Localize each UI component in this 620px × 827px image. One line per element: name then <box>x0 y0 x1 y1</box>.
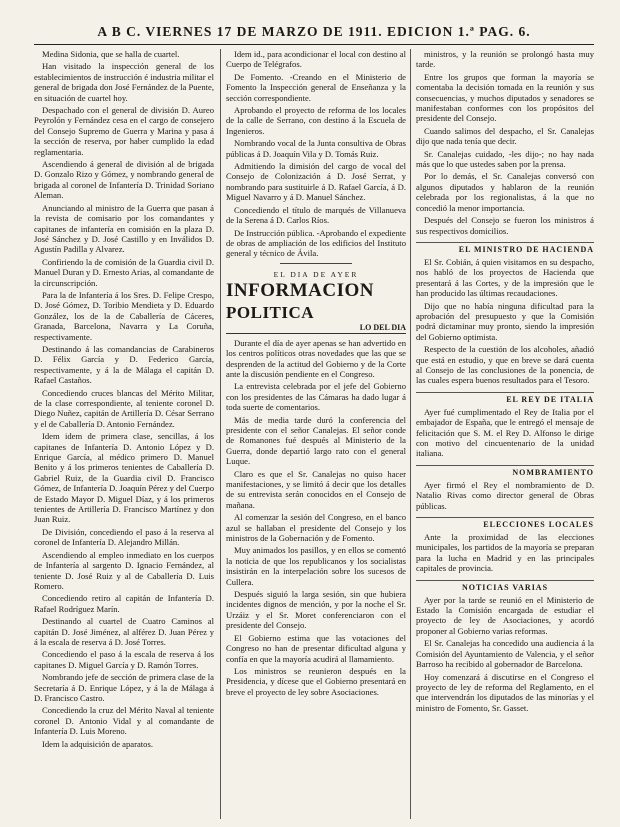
paragraph: Ascendiendo á general de división al de brigada D. Gonzalo Rizo y Gómez, y nombrando general de brigada al coronel de Infantería D. Trinidad Soriano Aleman. <box>34 159 214 201</box>
paragraph: De División, concediendo el paso á la reserva al coronel de Infantería D. Alejandro Millán. <box>34 526 214 548</box>
paragraph: Anunciando al ministro de la Guerra que pasan á la revista de comisario por los comandantes y capitanes de infantería en comisión en la plaza D. José Sánchez y D. José Castillo y en Inválidos D. Agustín Padilla y Alvarez. <box>34 202 214 255</box>
section-heading: NOMBRAMIENTO <box>416 465 594 477</box>
paragraph: Los ministros se reunieron después en la Presidencia, y dícese que el Gobierno presentará en breve el proyecto de ley sobre Asociaciones. <box>226 665 406 697</box>
paragraph: La entrevista celebrada por el jefe del Gobierno con los presidentes de las Cámaras ha dado lugar á toda suerte de comentarios. <box>226 381 406 413</box>
paragraph: De Fomento. -Creando en el Ministerio de Fomento la Inspección general de Enseñanza y la sección correspondiente. <box>226 71 406 103</box>
paragraph: Muy animados los pasillos, y en ellos se comentó la noticia de que los republicanos y los socialistas insistirán en la interpelación sobre los sucesos de Cullera. <box>226 545 406 587</box>
paragraph: Entre los grupos que forman la mayoría se comentaba la decisión tomada en la reunión y sus consecuencias, y muchos diputados y senadores se manifestaban conformes con los propósitos del presidente del Consejo. <box>416 71 594 124</box>
headline: INFORMACION <box>226 279 374 301</box>
paragraph: Cuando salimos del despacho, el Sr. Canalejas dijo que nada tenía que decir. <box>416 125 594 147</box>
paragraph: Durante el día de ayer apenas se han advertido en los centros políticos otras novedades que las que se desprenden de la actitud del Gobierno y de la Corte ante la discusión pendiente en el Congreso. <box>226 337 406 379</box>
section-byline: LO DEL DIA <box>226 323 406 334</box>
section-heading: EL MINISTRO DE HACIENDA <box>416 242 594 254</box>
paragraph: Ascendiendo al empleo inmediato en los cuerpos de Infantería al sargento D. Ignacio Fernández, al teniente D. José Ruiz y al de Caballería D. Luis Romero. <box>34 549 214 591</box>
paragraph: Concediendo el paso á la escala de reserva á los capitanes D. Miguel García y D. Ramón Torres. <box>34 649 214 670</box>
paragraph: Dijo que no había ninguna dificultad para la aprobación del presupuesto y que la Comisión podrá dictaminar muy pronto, siendo la impresión del Gobierno optimista. <box>416 300 594 342</box>
column-2 <box>226 49 406 819</box>
column-divider <box>220 49 221 819</box>
paragraph: Nombrando vocal de la Junta consultiva de Obras públicas á D. Joaquín Vila y D. Tomás Ruiz. <box>226 138 406 159</box>
paragraph: Hoy comenzará á discutirse en el Congreso el proyecto de ley de reforma del Reglamento, en el que intervendrán los diputados de las minorías y el ministro de Fomento, Sr. Gasset. <box>416 671 594 713</box>
paragraph: Respecto de la cuestión de los alcoholes, añadió que está en estudio, y que en breve se dará cuenta al Consejo de las conclusiones de la ponencia, de las cuales espera buenos resultados para el Tesoro. <box>416 344 594 386</box>
header-rule <box>34 44 594 45</box>
headline-subtitle: POLITICA <box>226 302 315 322</box>
paragraph: Concediendo el título de marqués de Villanueva de la Serena á D. Carlos Ríos. <box>226 204 406 226</box>
paragraph: Confiriendo la de comisión de la Guardia civil D. Manuel Duran y D. Ernesto Arias, al comandante de la circunscripción. <box>34 256 214 288</box>
paragraph: Destinando á las comandancias de Carabineros D. Félix García y D. Federico García, respectivamente, y á la de Málaga el capitán D. Rafael Castaños. <box>34 343 214 386</box>
paragraph: Ayer por la tarde se reunió en el Ministerio de Estado la Comisión encargada de estudiar el proyecto de ley de Asociaciones, y acordó proponer al Gobierno varias reformas. <box>416 594 594 636</box>
section-heading: NOTICIAS VARIAS <box>416 580 594 592</box>
paragraph: El Sr. Canalejas ha concedido una audiencia á la Comisión del Ayuntamiento de Valencia, y el señor Barroso ha recibido al gobernador de Barcelona. <box>416 638 594 670</box>
section-kicker: EL DIA DE AYER <box>273 269 359 279</box>
paragraph: Ayer fué cumplimentado el Rey de Italia por el embajador de España, que le entregó el mensaje de felicitación que S. M. el Rey D. Alfonso le dirige con motivo del cincuentenario de la unidad italiana. <box>416 406 594 459</box>
column-1 <box>34 49 214 819</box>
paragraph: Ante la proximidad de las elecciones municipales, los partidos de la mayoría se preparan para la lucha en Madrid y en las principales capitales de provincia. <box>416 532 594 574</box>
paragraph: ministros, y la reunión se prolongó hasta muy tarde. <box>416 49 594 70</box>
paragraph: Al comenzar la sesión del Congreso, en el banco azul se hallaban el presidente del Consejo y los ministros de la Gobernación y de Fomento. <box>226 512 406 544</box>
paragraph: Por lo demás, el Sr. Canalejas conversó con algunos diputados y hablaron de la reunión celebrada por los regionalistas, á la que no concedió la menor importancia. <box>416 171 594 213</box>
paragraph: Han visitado la inspección general de los establecimientos de instrucción é industria militar el general de brigada don José Fernández de la Puente, en situación de cuartel hoy. <box>34 61 214 103</box>
paragraph: Despachado con el general de división D. Aureo Peyrolón y Fernández cesa en el cargo de consejero del Consejo Supremo de Guerra y Marina y pasa á la sección de reserva, por haber cumplido la edad reglamentaria. <box>34 105 214 157</box>
paragraph: Ayer firmó el Rey el nombramiento de D. Natalio Rivas como director general de Obras públicas. <box>416 479 594 511</box>
paragraph: De Instrucción pública. -Aprobando el expediente de obras de ampliación de los edificios del Instituto general y técnico de Ávila. <box>226 227 406 259</box>
paragraph: Sr. Canalejas cuidado, -les dijo-; no hay nada más que lo que ustedes saben por la prensa. <box>416 148 594 170</box>
section-heading: EL REY DE ITALIA <box>416 392 594 404</box>
paragraph: Destinando al cuartel de Cuatro Caminos al capitán D. José Jiménez, al alférez D. Juan Pérez y á la escala de reserva á D. José Torres. <box>34 616 214 647</box>
paragraph: Después siguió la larga sesión, sin que hubiera incidentes dignos de mención, y por la noche el Sr. Urzáiz y el Sr. Moret conferenciaron con el presidente del Consejo. <box>226 589 406 631</box>
paragraph: El Sr. Cobián, á quien visitamos en su despacho, nos habló de los proyectos de Hacienda que presentará á las Cortes, y de la impresión que le han producido las últimas recaudaciones. <box>416 256 594 299</box>
column-3 <box>416 49 594 819</box>
paragraph: Para la de Infantería á los Sres. D. Felipe Crespo, D. José Gómez, D. Toribio Mendieta y D. Eduardo González, los de la de Caballería de Cáceres, Granada, Barcelona, Navarra y La Coruña, respectivamente. <box>34 289 214 342</box>
section-heading: ELECCIONES LOCALES <box>416 517 594 529</box>
paragraph: Concediendo retiro al capitán de Infantería D. Rafael Rodríguez Marín. <box>34 593 214 614</box>
column-divider <box>410 49 411 819</box>
paragraph: Después del Consejo se fueron los ministros á sus respectivos domicilios. <box>416 215 594 236</box>
paragraph: Idem id., para acondicionar el local con destino al Cuerpo de Telégrafos. <box>226 49 406 70</box>
paragraph: Idem idem de primera clase, sencillas, á los capitanes de Infantería D. Antonio López y D. Enrique García, al médico primero D. Manuel Benito y á los primeros tenientes de Caballería D. Gabriel Ruiz, de la Guardia civil D. Francisco Gómez, de Infantería D. Joaquín Pérez y del Cuerpo de Estado Mayor D. Miguel Díaz, y á los primeros tenientes de Artillería D. Francisco Martínez y don Juan Ruiz. <box>34 431 214 525</box>
paragraph: Admitiendo la dimisión del cargo de vocal del Consejo de Colonización á D. José Serrat, y nombrando para sustituirle á D. Rafael García, á D. Miguel Navarro y á D. Manuel Sánchez. <box>226 161 406 203</box>
section-divider <box>280 263 352 264</box>
paragraph: Aprobando el proyecto de reforma de los locales de la calle de Serrano, con destino á la Escuela de Ingenieros. <box>226 105 406 136</box>
paragraph: Idem la adquisición de aparatos. <box>42 738 153 749</box>
paragraph: Concediendo cruces blancas del Mérito Militar, de la clase correspondiente, al teniente coronel D. Diego Nuñez, capitán de Artillería D. César Serrano y el de Caballería D. Antonio Fernández. <box>34 387 214 429</box>
page-header: A B C. VIERNES 17 DE MARZO DE 1911. EDICION 1.ª PAG. 6. <box>97 24 531 39</box>
paragraph: Medina Sidonia, que se halla de cuartel. <box>42 49 180 59</box>
paragraph: Concediendo la cruz del Mérito Naval al teniente coronel D. Antonio Vidal y al comandante de Infantería D. Luis Moreno. <box>34 705 214 737</box>
paragraph: Nombrando jefe de sección de primera clase de la Secretaría á D. Enrique López, y á la de Málaga á D. Francisco Castro. <box>34 672 214 703</box>
paragraph: Más de media tarde duró la conferencia del presidente con el señor Canalejas. El señor conde de Romanones fué después al Ministerio de la Guerra, donde departió largo rato con el general Luque. <box>226 414 406 467</box>
paragraph: El Gobierno estima que las votaciones del Congreso no han de presentar dificultad alguna y confía en que la mayoría acudirá al llamamiento. <box>226 632 406 664</box>
paragraph: Claro es que el Sr. Canalejas no quiso hacer manifestaciones, y se limitó á decir que los detalles de su entrevista serán conocidos en el Consejo de mañana. <box>226 468 406 510</box>
